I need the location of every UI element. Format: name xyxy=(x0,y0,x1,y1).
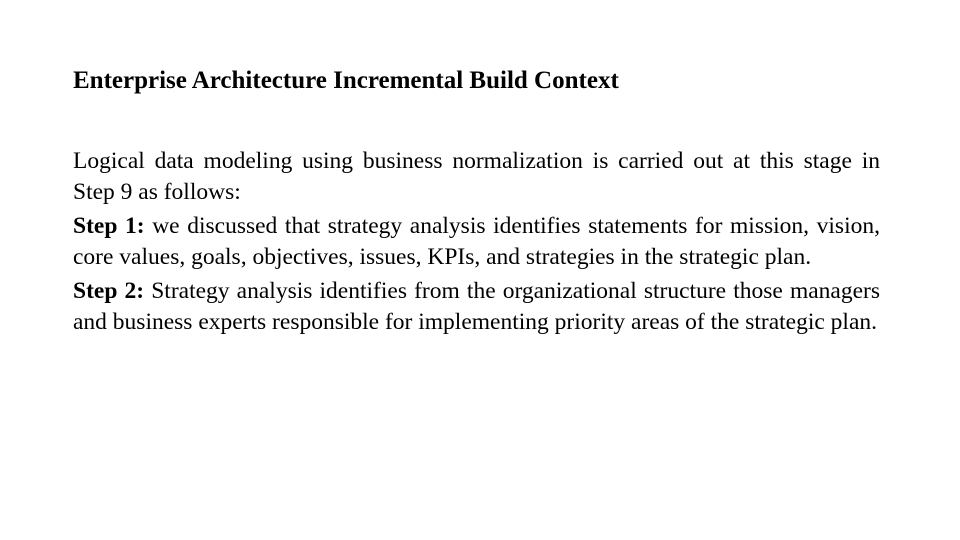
step-2-label: Step 2: xyxy=(73,278,145,304)
step-1-text: we discussed that strategy analysis identifies statements for mission, vision, core values, goals, objectives, issues, KPIs, and strategies in the strategic plan. xyxy=(73,213,880,270)
step-2-text: Strategy analysis identifies from the organizational structure those managers and business experts responsible for implementing priority areas of the strategic plan. xyxy=(73,278,880,335)
step-1-label: Step 1: xyxy=(73,213,145,239)
slide-body xyxy=(73,146,880,341)
step-2-paragraph xyxy=(73,276,880,337)
slide-title: Enterprise Architecture Incremental Build Context xyxy=(73,67,619,94)
intro-paragraph: Logical data modeling using business normalization is carried out at this stage in Step 9 as follows: xyxy=(73,148,880,205)
step-1-paragraph xyxy=(73,211,880,272)
